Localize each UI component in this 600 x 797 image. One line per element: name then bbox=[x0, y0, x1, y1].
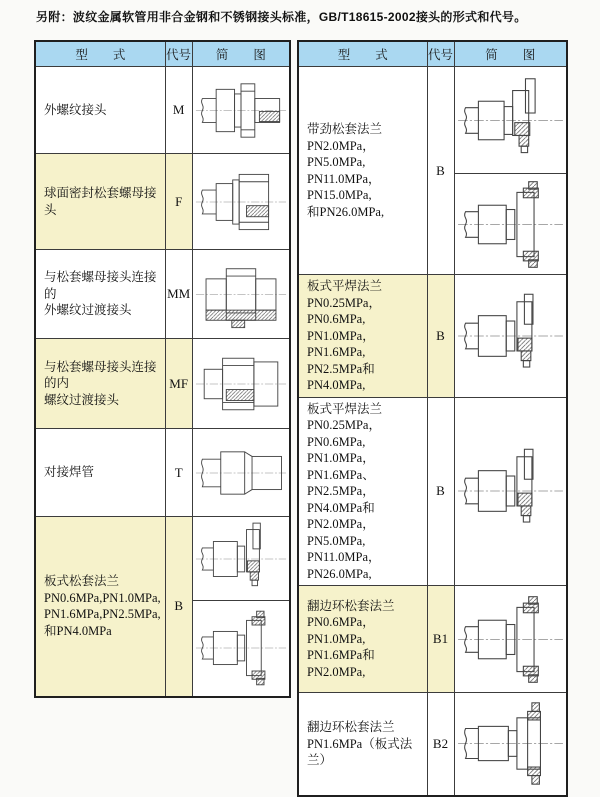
diagram-cell bbox=[192, 154, 290, 250]
type-cell bbox=[298, 67, 427, 275]
type-line: PN0.6MPa，PN1.0MPa, bbox=[307, 615, 375, 646]
type-line: PN2.0MPa，PN5.0MPa, bbox=[307, 517, 375, 548]
type-line: 外螺纹接头 bbox=[44, 102, 107, 117]
type-cell bbox=[298, 397, 427, 586]
type-cell bbox=[298, 275, 427, 398]
diagram-cell bbox=[192, 601, 290, 697]
diagram-cell bbox=[454, 174, 567, 275]
type-line: PN1.6MPa（板式法兰） bbox=[307, 736, 413, 767]
type-line: 板式平焊法兰 bbox=[307, 279, 383, 293]
col-header-type: 型 式 bbox=[298, 41, 427, 67]
code-label: MF bbox=[165, 339, 192, 429]
table-row bbox=[35, 517, 290, 601]
type-line: 和PN26.0MPa, bbox=[307, 204, 385, 219]
type-line: 对接焊管 bbox=[44, 465, 95, 480]
table-row bbox=[35, 67, 290, 154]
type-line: PN1.0MPa，PN1.6MPa、 bbox=[307, 451, 375, 482]
code-label: B bbox=[427, 67, 454, 275]
col-header-diagram: 简 图 bbox=[454, 41, 567, 67]
code-label: B bbox=[427, 397, 454, 586]
code-label: M bbox=[165, 67, 192, 154]
table-row bbox=[298, 67, 567, 174]
table-row bbox=[35, 250, 290, 339]
diagram-cell bbox=[454, 275, 567, 398]
type-line: 和PN4.0MPa bbox=[44, 623, 112, 638]
fitting-table-right bbox=[297, 40, 568, 797]
diagram-cell bbox=[192, 339, 290, 429]
type-line: 外螺纹过渡接头 bbox=[44, 303, 132, 318]
fitting-table-left bbox=[34, 40, 291, 698]
swivel-nut-icon bbox=[195, 158, 287, 246]
diagram-cell bbox=[192, 429, 290, 517]
code-label: B2 bbox=[427, 693, 454, 796]
plate-flange-hook-icon bbox=[195, 604, 287, 692]
type-line: 与松套螺母接头连接的内 bbox=[44, 359, 157, 391]
neck-flange-hook-icon bbox=[457, 178, 564, 271]
type-line: 带劲松套法兰 bbox=[307, 122, 383, 136]
type-line: PN2.0MPa，PN5.0MPa, bbox=[307, 138, 375, 169]
type-line: PN1.0MPa，PN1.6MPa, bbox=[307, 328, 375, 359]
table-row bbox=[298, 397, 567, 586]
table-row bbox=[298, 275, 567, 398]
type-line: PN11.0MPa，PN15.0MPa, bbox=[307, 171, 381, 202]
table-row bbox=[298, 586, 567, 693]
male-thread-icon bbox=[195, 71, 287, 150]
page-title: 另附：波纹金属软管用非合金钢和不锈钢接头标准，GB/T18615-2002接头的形式和代号。 bbox=[36, 10, 527, 24]
diagram-cell bbox=[192, 250, 290, 339]
col-header-code: 代号 bbox=[427, 41, 454, 67]
plate-flange-up-icon bbox=[457, 445, 564, 537]
col-header-diagram: 简 图 bbox=[192, 41, 290, 67]
plate-flange-up-icon bbox=[457, 284, 564, 388]
code-label: B1 bbox=[427, 586, 454, 693]
diagram-cell bbox=[454, 693, 567, 796]
diagram-cell bbox=[454, 586, 567, 693]
left-table-container bbox=[34, 40, 291, 698]
type-cell bbox=[35, 339, 165, 429]
diagram-cell bbox=[192, 67, 290, 154]
type-cell bbox=[35, 517, 165, 697]
type-cell bbox=[35, 250, 165, 339]
lap-flange-compact-icon bbox=[457, 696, 564, 791]
diagram-cell bbox=[454, 397, 567, 586]
type-line: 翻边环松套法兰 bbox=[307, 598, 395, 613]
type-line: 翻边环松套法兰 bbox=[307, 720, 395, 734]
type-cell bbox=[298, 586, 427, 693]
type-line: 与松套螺母接头连接的 bbox=[44, 270, 157, 301]
type-line: 螺纹过渡接头 bbox=[44, 392, 120, 407]
type-line: 球面密封松套螺母接头 bbox=[44, 186, 157, 217]
plate-flange-up-icon bbox=[195, 521, 287, 597]
code-label: T bbox=[165, 429, 192, 517]
table-row bbox=[35, 429, 290, 517]
table-row bbox=[35, 154, 290, 250]
type-cell bbox=[35, 154, 165, 250]
code-label: B bbox=[427, 275, 454, 398]
type-line: PN2.5MPa和PN4.0MPa, bbox=[307, 361, 375, 392]
male-male-adapter-icon bbox=[195, 254, 287, 335]
type-line: 板式松套法兰 bbox=[44, 574, 120, 589]
type-cell bbox=[298, 693, 427, 796]
type-line: PN1.6MPa,PN2.5MPa, bbox=[44, 607, 161, 622]
table-row bbox=[35, 339, 290, 429]
type-line: PN1.6MPa和PN2.0MPa, bbox=[307, 648, 375, 679]
type-line: PN0.25MPa，PN0.6MPa, bbox=[307, 418, 381, 449]
type-cell bbox=[35, 67, 165, 154]
male-female-adapter-icon bbox=[195, 343, 287, 425]
type-line: 板式平焊法兰 bbox=[307, 401, 383, 416]
type-cell bbox=[35, 429, 165, 517]
diagram-cell bbox=[454, 67, 567, 174]
code-label: MM bbox=[165, 250, 192, 339]
butt-weld-pipe-icon bbox=[195, 433, 287, 513]
type-line: PN0.25MPa，PN0.6MPa, bbox=[307, 295, 381, 326]
lap-flange-hook-icon bbox=[457, 590, 564, 689]
type-line: PN0.6MPa,PN1.0MPa, bbox=[44, 590, 161, 605]
diagram-cell bbox=[192, 517, 290, 601]
table-row bbox=[298, 693, 567, 796]
col-header-type: 型 式 bbox=[35, 41, 165, 67]
code-label: F bbox=[165, 154, 192, 250]
right-table-container bbox=[297, 40, 568, 797]
neck-flange-tall-icon bbox=[457, 71, 564, 170]
code-label: B bbox=[165, 517, 192, 697]
type-line: PN11.0MPa，PN26.0MPa, bbox=[307, 550, 381, 581]
col-header-code: 代号 bbox=[165, 41, 192, 67]
type-line: PN2.5MPa，PN4.0MPa和 bbox=[307, 484, 375, 515]
